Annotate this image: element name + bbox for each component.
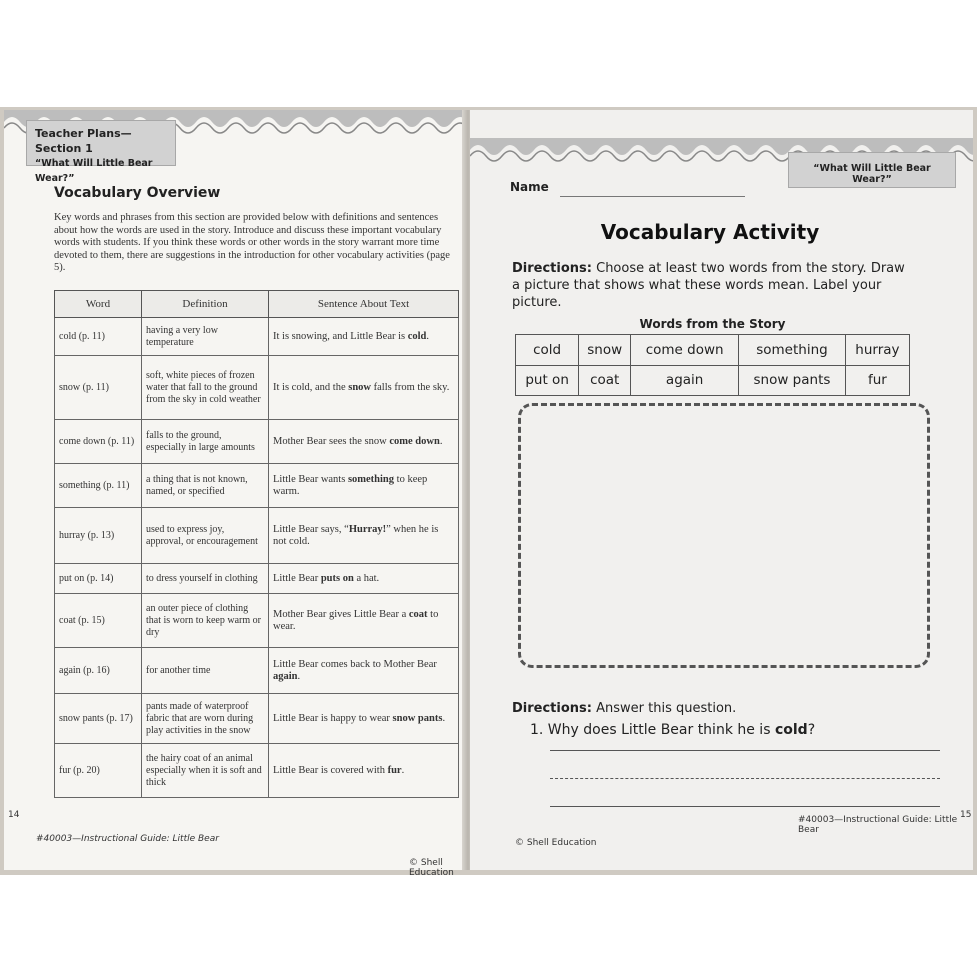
definition-cell: an outer piece of clothing that is worn to keep warm or dry: [142, 594, 269, 648]
definition-cell: falls to the ground, especially in large amounts: [142, 420, 269, 464]
definition-cell: to dress yourself in clothing: [142, 564, 269, 594]
sentence-text: a hat.: [353, 572, 380, 584]
sentence-text: to wear.: [273, 608, 439, 632]
vocabulary-overview-heading: Vocabulary Overview: [54, 185, 221, 201]
word-cell: snow (p. 11): [55, 356, 142, 420]
table-row: [55, 648, 459, 694]
word-bank-cell: fur: [845, 365, 909, 396]
word-bank-row: [516, 335, 910, 366]
word-cell: cold (p. 11): [55, 318, 142, 356]
sentence-cell: [269, 420, 459, 464]
table-row: [55, 564, 459, 594]
word-bank-cell: something: [739, 335, 846, 366]
sentence-keyword: something: [347, 473, 395, 485]
word-cell: something (p. 11): [55, 464, 142, 508]
word-cell: snow pants (p. 17): [55, 694, 142, 744]
definition-cell: a thing that is not known, named, or specified: [142, 464, 269, 508]
sentence-text: It is snowing, and Little Bear is: [273, 330, 408, 342]
page-number: 14: [8, 810, 20, 820]
sentence-keyword: coat: [408, 608, 428, 620]
word-bank-cell: coat: [579, 365, 631, 396]
story-title-label: “What Will Little Bear Wear?”: [35, 158, 153, 184]
question-text: [530, 722, 815, 738]
question-keyword: cold: [774, 722, 808, 738]
table-row: [55, 464, 459, 508]
sentence-cell: [269, 564, 459, 594]
question-prefix: 1. Why does Little Bear think he is: [530, 722, 775, 738]
sentence-keyword: come down: [389, 435, 440, 447]
drawing-area[interactable]: [518, 403, 930, 668]
footer-publisher: © Shell Education: [409, 858, 454, 878]
definition-cell: soft, white pieces of frozen water that fall to the ground from the sky in cold weather: [142, 356, 269, 420]
word-cell: fur (p. 20): [55, 744, 142, 798]
sentence-text: Little Bear comes back to Mother Bear: [273, 658, 437, 670]
word-bank-cell: again: [631, 365, 739, 396]
answer-line[interactable]: [550, 750, 940, 751]
sentence-text: Mother Bear sees the snow: [273, 435, 390, 447]
directions-text: Answer this question.: [591, 701, 737, 716]
definition-cell: pants made of waterproof fabric that are worn during play activities in the snow: [142, 694, 269, 744]
sentence-keyword: again: [273, 670, 298, 682]
sentence-text: Little Bear is covered with: [273, 764, 388, 776]
answer-line[interactable]: [550, 806, 940, 807]
story-title-tab: “What Will Little Bear Wear?”: [788, 152, 956, 188]
word-cell: come down (p. 11): [55, 420, 142, 464]
word-bank-cell: hurray: [845, 335, 909, 366]
sentence-text: .: [401, 764, 405, 776]
sentence-cell: [269, 356, 459, 420]
sentence-text: .: [297, 670, 301, 682]
word-bank-cell: cold: [516, 335, 579, 366]
section-label: Teacher Plans—Section 1: [35, 127, 132, 155]
vocabulary-table-body: [55, 318, 459, 798]
page-number: 15: [960, 810, 972, 820]
word-bank-row: [516, 365, 910, 396]
table-row: [55, 356, 459, 420]
table-row: [55, 420, 459, 464]
definition-cell: used to express joy, approval, or encouragement: [142, 508, 269, 564]
footer-code: #40003—Instructional Guide: Little Bear: [36, 834, 219, 844]
sentence-keyword: puts on: [320, 572, 354, 584]
word-cell: coat (p. 15): [55, 594, 142, 648]
name-label: Name: [510, 180, 549, 194]
word-cell: again (p. 16): [55, 648, 142, 694]
sentence-text: Mother Bear gives Little Bear a: [273, 608, 409, 620]
name-line: [560, 196, 745, 197]
sentence-keyword: snow: [348, 381, 371, 393]
word-bank-cell: snow pants: [739, 365, 846, 396]
word-cell: put on (p. 14): [55, 564, 142, 594]
sentence-cell: [269, 744, 459, 798]
directions-label: Directions:: [512, 701, 592, 716]
sentence-text: ” when he is not cold.: [273, 523, 439, 547]
word-bank-cell: come down: [631, 335, 739, 366]
column-header-definition: Definition: [142, 291, 269, 318]
definition-cell: having a very low temperature: [142, 318, 269, 356]
column-header-sentence: Sentence About Text: [269, 291, 459, 318]
sentence-text: .: [426, 330, 430, 342]
left-page: [4, 110, 466, 878]
answer-line-dashed[interactable]: [550, 778, 940, 779]
directions-text: Choose at least two words from the story. Draw a picture that shows what these words mean. Label your picture.: [512, 261, 905, 310]
table-row: [55, 744, 459, 798]
right-page: [470, 110, 973, 870]
sentence-text: Little Bear wants: [273, 473, 348, 485]
sentence-text: Little Bear says, “: [273, 523, 349, 535]
words-caption: Words from the Story: [639, 317, 786, 331]
table-row: [55, 694, 459, 744]
sentence-text: Little Bear: [273, 572, 321, 584]
sentence-keyword: Hurray!: [348, 523, 387, 535]
sentence-cell: [269, 594, 459, 648]
directions-drawing: [512, 260, 912, 311]
sentence-cell: [269, 318, 459, 356]
table-row: [55, 318, 459, 356]
section-header-tab: [26, 120, 176, 184]
word-bank-cell: put on: [516, 365, 579, 396]
sentence-cell: [269, 508, 459, 564]
definition-cell: for another time: [142, 648, 269, 694]
table-row: [55, 594, 459, 648]
sentence-cell: [269, 694, 459, 744]
sentence-keyword: cold: [407, 330, 427, 342]
sentence-text: It is cold, and the: [273, 381, 349, 393]
word-bank-table: [515, 334, 910, 396]
intro-paragraph: Key words and phrases from this section are provided below with definitions and sentences about how the words are used in the story. Introduce and discuss these important vocabulary words with students. If you think these words or other words in the story warrant more time devoted to them, there are suggestions in the introduction for other vocabulary activities (page 5).: [54, 212, 450, 273]
sentence-text: falls from the sky.: [371, 381, 450, 393]
definition-cell: the hairy coat of an animal especially when it is soft and thick: [142, 744, 269, 798]
sentence-text: to keep warm.: [273, 473, 428, 497]
column-header-word: Word: [55, 291, 142, 318]
footer-publisher: © Shell Education: [515, 838, 597, 848]
word-bank-cell: snow: [579, 335, 631, 366]
sentence-text: Little Bear is happy to wear: [273, 712, 393, 724]
directions-label: Directions:: [512, 261, 592, 276]
word-cell: hurray (p. 13): [55, 508, 142, 564]
table-header-row: [55, 291, 459, 318]
table-row: [55, 508, 459, 564]
sentence-keyword: snow pants: [392, 712, 443, 724]
sentence-text: .: [442, 712, 446, 724]
sentence-text: .: [439, 435, 443, 447]
vocabulary-table: [54, 290, 459, 798]
sentence-keyword: fur: [387, 764, 402, 776]
footer-code: #40003—Instructional Guide: Little Bear: [798, 815, 958, 835]
sentence-cell: [269, 464, 459, 508]
page-title: Vocabulary Activity: [600, 220, 820, 244]
directions-question: [512, 700, 912, 717]
question-suffix: ?: [807, 722, 816, 738]
sentence-cell: [269, 648, 459, 694]
